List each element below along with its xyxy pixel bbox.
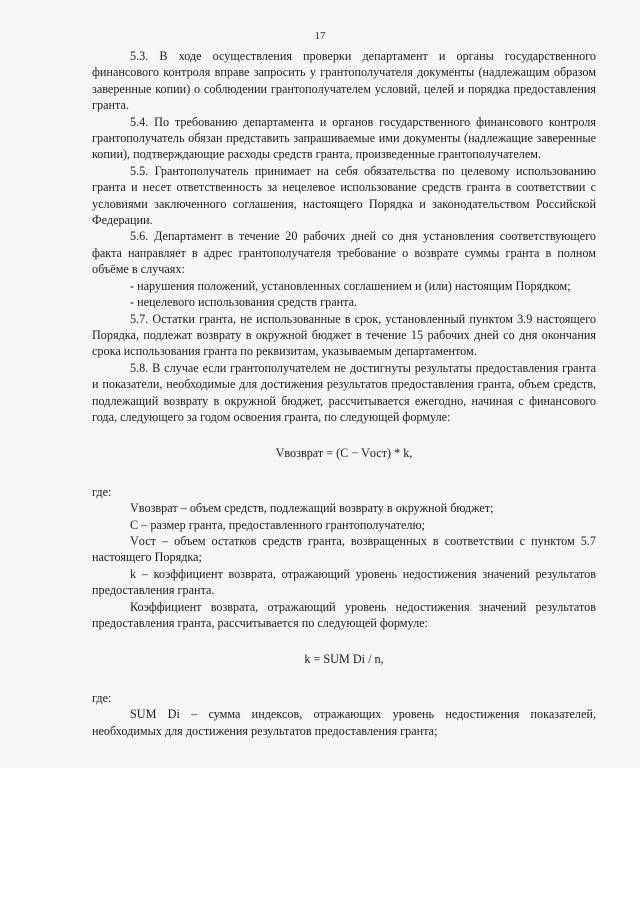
- paragraph-k-coefficient: Коэффициент возврата, отражающий уровень недостижения значений результатов предоставления гранта, рассчитывается по следующей формуле:: [92, 599, 596, 630]
- where-label-2: где:: [92, 690, 112, 705]
- list-item-misuse: - нецелевого использования средств гранта.: [130, 295, 358, 310]
- definition-sum-di: SUM Di – сумма индексов, отражающих уровень недостижения показателей, необходимых для достижения результатов предоставления гранта;: [92, 707, 596, 738]
- paragraph-5-6: 5.6. Департамент в течение 20 рабочих дней со дня установления соответствующего факта направляет в адрес грантополучателя требование о возврате суммы гранта в полном объёме в случаях:: [92, 229, 596, 277]
- where-label: где:: [92, 484, 112, 499]
- definition-k: k – коэффициент возврата, отражающий уровень недостижения значений результатов предоставления гранта.: [92, 566, 596, 598]
- definition-v-remainder: Vост – объем остатков средств гранта, возвращенных в соответствии с пунктом 5.7 настоящего Порядка;: [92, 533, 596, 565]
- formula-k: k = SUM Di / n,: [304, 652, 384, 667]
- document-body: [92, 48, 596, 739]
- paragraph-5-5: 5.5. Грантополучатель принимает на себя обязательства по целевому использованию гранта и несет ответственность за нецелевое использование средств гранта в соответствии с условиями заключенного соглашения, настоящего Порядка и законодательством Российской Федерации.: [92, 163, 596, 228]
- formula-refund: Vвозврат = (C − Vост) * k,: [275, 446, 413, 461]
- paragraph-5-7: 5.7. Остатки гранта, не использованные в срок, установленный пунктом 3.9 настоящего Порядка, подлежат возврату в окружной бюджет в течение 15 рабочих дней со дня окончания срока использования гранта по реквизитам, указываемым департаментом.: [92, 311, 596, 359]
- list-item-violation: - нарушения положений, установленных соглашением и (или) настоящим Порядком;: [130, 278, 571, 293]
- page-number: 17: [314, 30, 326, 42]
- blank-area: [0, 768, 640, 905]
- definition-v-refund: Vвозврат – объем средств, подлежащий возврату в окружной бюджет;: [130, 501, 494, 516]
- paragraph-5-8: 5.8. В случае если грантополучателем не достигнуты результаты предоставления гранта и показатели, необходимые для достижения результатов предоставления гранта, объем средств, подлежащий возврату в окружной бюджет, рассчитывается ежегодно, начиная с финансового года, следующего за годом освоения гранта, по следующей формуле:: [92, 360, 596, 424]
- paragraph-5-4: 5.4. По требованию департамента и органов государственного финансового контроля грантополучатель обязан представить запрашиваемые ими документы (надлежащие заверенные копии), подтверждающие расходы средств гранта, произведенные грантополучателем.: [92, 114, 596, 162]
- definition-c: C – размер гранта, предоставленного грантополучателю;: [130, 517, 425, 532]
- paragraph-5-3: 5.3. В ходе осуществления проверки департамент и органы государственного финансового контроля вправе запросить у грантополучателя документы (надлежащим образом заверенные копии) о соблюдении грантополучателем условий, целей и порядка предоставления гранта.: [92, 49, 596, 113]
